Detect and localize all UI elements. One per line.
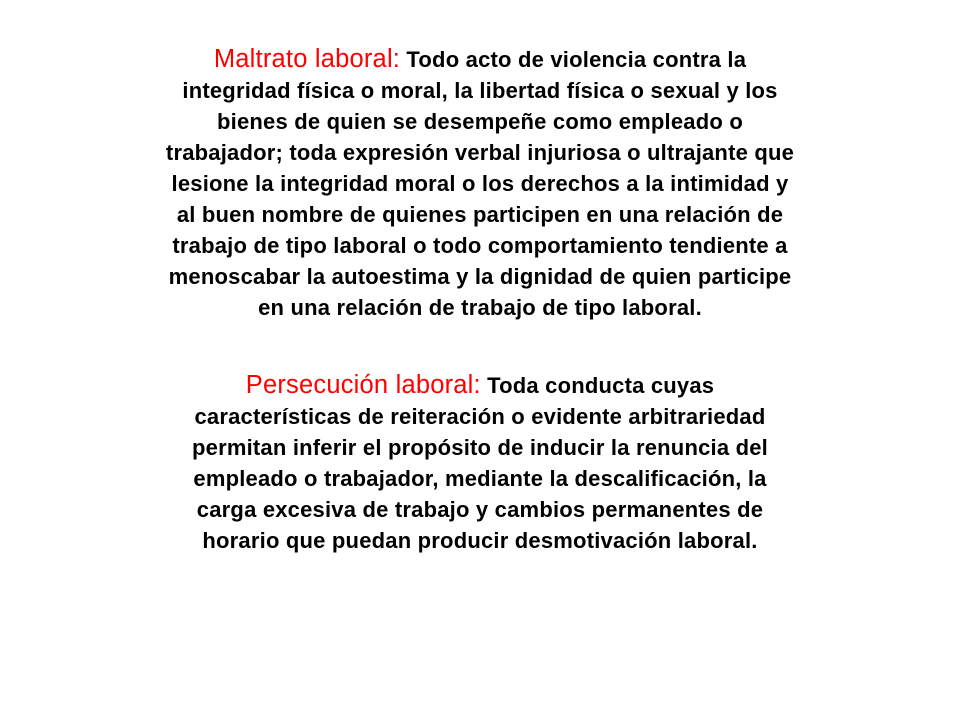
definition-term: Maltrato laboral: [213, 45, 401, 73]
definition-line: en una relación de trabajo de tipo laboral. [258, 295, 702, 320]
definition-line: al buen nombre de quienes participen en una relación de [176, 202, 784, 227]
definition-line: empleado o trabajador, mediante la descalificación, la [193, 466, 767, 491]
definition-line: permitan inferir el propósito de inducir la renuncia del [192, 435, 768, 460]
definition-text: Toda conducta cuyas [487, 373, 715, 398]
definition-text: Todo acto de violencia contra la [406, 47, 747, 72]
definition-line [110, 44, 850, 75]
definition-persecucion-laboral [110, 370, 850, 556]
definition-line: bienes de quien se desempeñe como empleado o [217, 109, 743, 134]
definition-line: lesione la integridad moral o los derechos a la intimidad y [171, 171, 789, 196]
definition-line: menoscabar la autoestima y la dignidad de quien participe [168, 264, 792, 289]
definition-line: trabajador; toda expresión verbal injuriosa o ultrajante que [165, 140, 795, 165]
definition-line: trabajo de tipo laboral o todo comportamiento tendiente a [172, 233, 788, 258]
definition-line: características de reiteración o evidente arbitrariedad [194, 404, 766, 429]
definition-line: carga excesiva de trabajo y cambios permanentes de [196, 497, 764, 522]
definition-maltrato-laboral [110, 44, 850, 323]
definition-term: Persecución laboral: [245, 371, 481, 399]
definition-line: horario que puedan producir desmotivación laboral. [202, 528, 758, 553]
definition-line: integridad física o moral, la libertad física o sexual y los [182, 78, 778, 103]
definition-line [110, 370, 850, 401]
